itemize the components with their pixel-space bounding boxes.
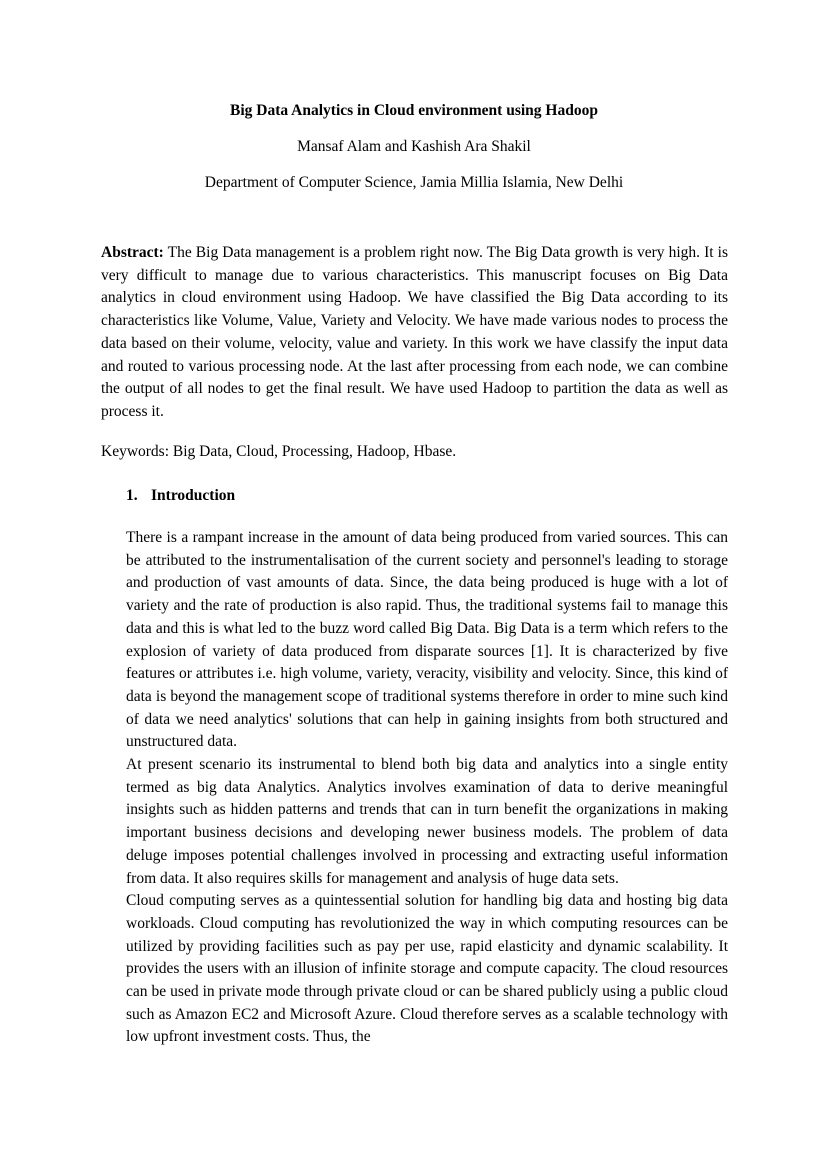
abstract-text: The Big Data management is a problem right now. The Big Data growth is very high. It is very difficult to manage due to various characteristics. This manuscript focuses on Big Data analytics in cloud environment using Hadoop. We have classified the Big Data according to its characteristics like Volume, Value, Variety and Velocity. We have made various nodes to process the data based on their volume, velocity, value and variety. In this work we have classify the input data and routed to various processing node. At the last after processing from each node, we can combine the output of all nodes to get the final result. We have used Hadoop to partition the data as well as process it. (101, 244, 728, 420)
paper-authors: Mansaf Alam and Kashish Ara Shakil (297, 138, 531, 155)
paper-affiliation: Department of Computer Science, Jamia Millia Islamia, New Delhi (204, 174, 624, 191)
section-number: 1. (126, 487, 138, 504)
body-paragraph: There is a rampant increase in the amount of data being produced from varied sources. This can be attributed to the instrumentalisation of the current society and personnel's leading to storage and production of vast amounts of data. Since, the data being produced is huge with a lot of variety and the rate of production is also rapid. Thus, the traditional systems fail to manage this data and this is what led to the buzz word called Big Data. Big Data is a term which refers to the explosion of variety of data produced from disparate sources [1]. It is characterized by five features or attributes i.e. high volume, variety, veracity, visibility and velocity. Since, this kind of data is beyond the management scope of traditional systems therefore in order to mine such kind of data we need analytics' solutions that can help in gaining insights from both structured and unstructured data. (126, 529, 728, 751)
body-paragraph: Cloud computing serves as a quintessential solution for handling big data and hosting big data workloads. Cloud computing has revolutionized the way in which computing resources can be utilized by providing facilities such as pay per use, rapid elasticity and dynamic scalability. It provides the users with an illusion of infinite storage and compute capacity. The cloud resources can be used in private mode through private cloud or can be shared publicly using a public cloud such as Amazon EC2 and Microsoft Azure. Cloud therefore serves as a scalable technology with low upfront investment costs. Thus, the (126, 892, 728, 1046)
section-heading-introduction (126, 486, 235, 506)
introduction-body (126, 527, 728, 1049)
section-title: Introduction (151, 487, 236, 504)
abstract-paragraph (101, 242, 728, 424)
keywords-line: Keywords: Big Data, Cloud, Processing, Hadoop, Hbase. (101, 443, 457, 460)
body-paragraph: At present scenario its instrumental to blend both big data and analytics into a single entity termed as big data Analytics. Analytics involves examination of data to derive meaningful insights such as hidden patterns and trends that can in turn benefit the organizations in making important business decisions and developing newer business models. The problem of data deluge imposes potential challenges involved in processing and extracting useful information from data. It also requires skills for management and analysis of huge data sets. (126, 756, 728, 887)
paper-title: Big Data Analytics in Cloud environment using Hadoop (230, 102, 598, 119)
abstract-label: Abstract: (101, 244, 164, 261)
